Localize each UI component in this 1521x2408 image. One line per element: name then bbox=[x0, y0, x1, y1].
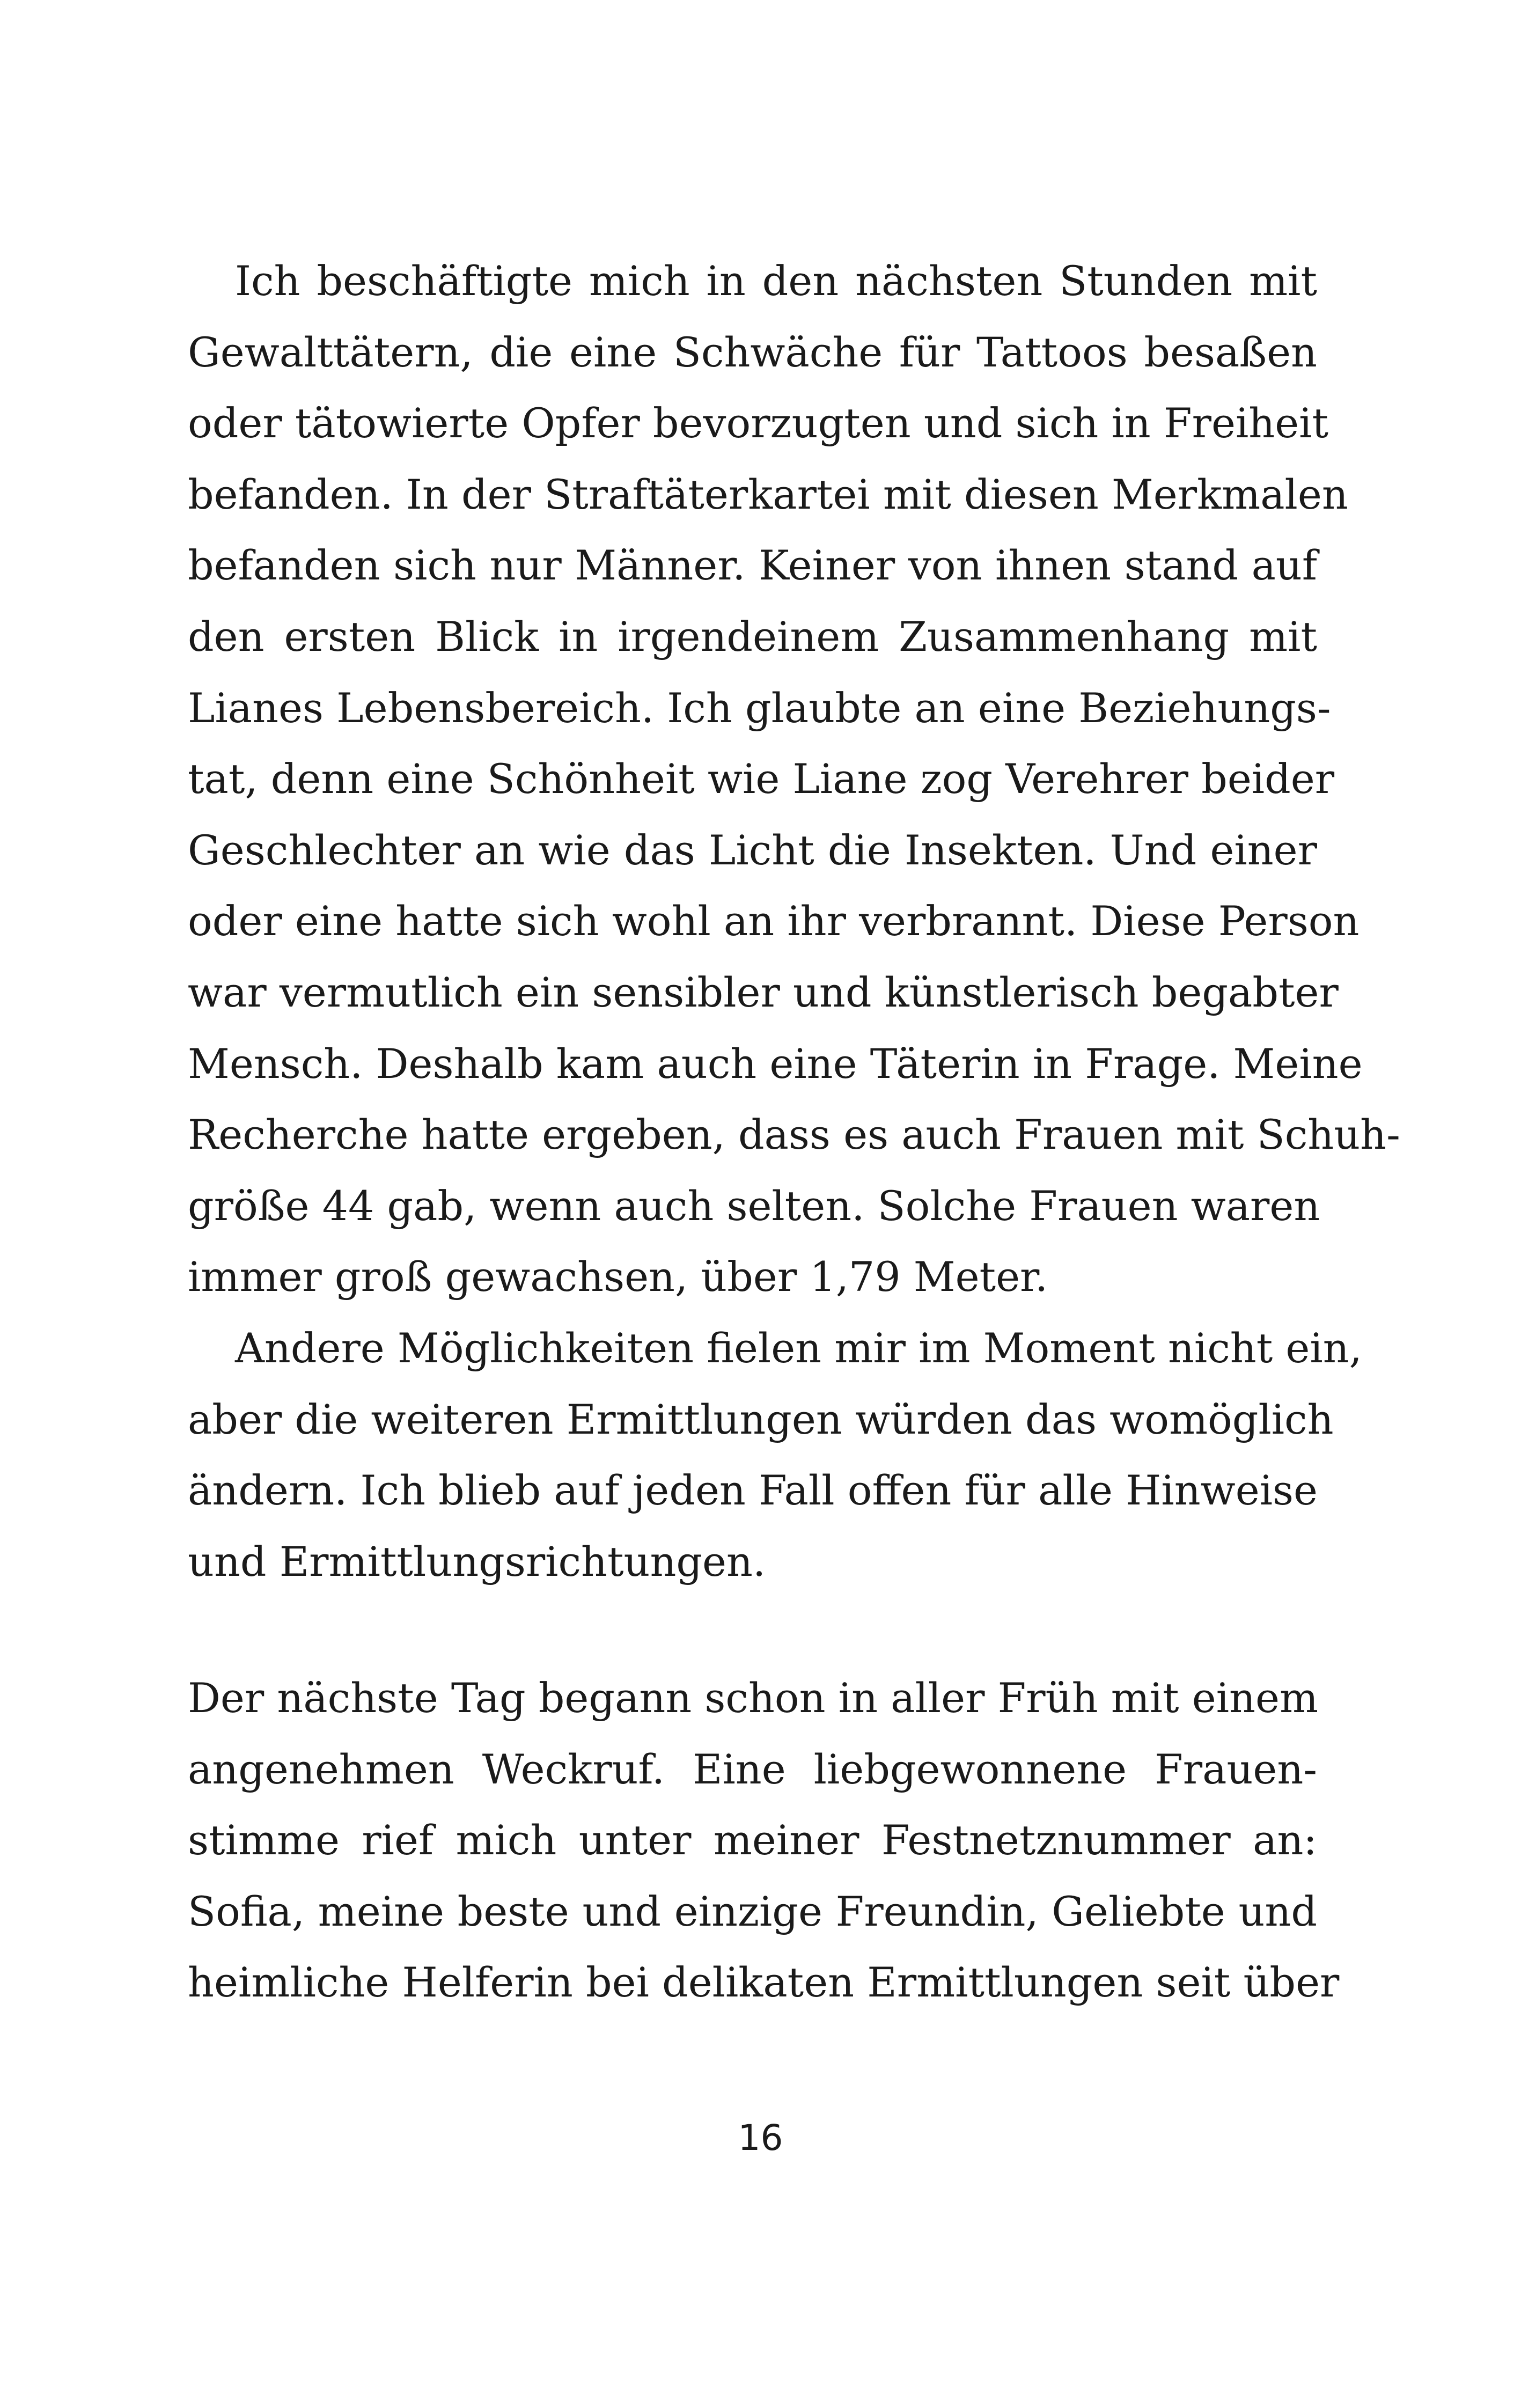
text-line: immer groß gewachsen, über 1,79 Meter. bbox=[188, 1253, 1048, 1301]
text-line: befanden sich nur Männer. Keiner von ihnen stand auf bbox=[188, 541, 1317, 590]
text-line: Ich beschäftigte mich in den nächsten Stunden mit bbox=[235, 257, 1317, 305]
text-line: Sofia, meine beste und einzige Freundin, Geliebte und bbox=[188, 1887, 1317, 1935]
text-line: war vermutlich ein sensibler und künstlerisch begabter bbox=[188, 968, 1339, 1016]
text-line: heimliche Helferin bei delikaten Ermittlungen seit über bbox=[188, 1958, 1340, 2007]
text-line: befanden. In der Straftäterkartei mit diesen Merkmalen bbox=[188, 470, 1348, 518]
text-line: Andere Möglichkeiten fielen mir im Moment nicht ein, bbox=[235, 1324, 1362, 1372]
text-line: aber die weiteren Ermittlungen würden das womöglich bbox=[188, 1395, 1334, 1443]
page-number: 16 bbox=[738, 2117, 783, 2159]
text-line: und Ermittlungsrichtungen. bbox=[188, 1537, 766, 1585]
text-line: tat, denn eine Schönheit wie Liane zog Verehrer beider bbox=[188, 755, 1335, 803]
text-line: angenehmen Weckruf. Eine liebgewonnene Frauen- bbox=[188, 1745, 1317, 1793]
text-line: Geschlechter an wie das Licht die Insekten. Und einer bbox=[188, 826, 1317, 874]
text-line: oder tätowierte Opfer bevorzugten und sich in Freiheit bbox=[188, 399, 1329, 447]
text-line: den ersten Blick in irgendeinem Zusammenhang mit bbox=[188, 612, 1317, 660]
text-line: Recherche hatte ergeben, dass es auch Frauen mit Schuh- bbox=[188, 1111, 1400, 1159]
text-section-1 bbox=[188, 246, 1400, 1597]
text-line: ändern. Ich blieb auf jeden Fall offen für alle Hinweise bbox=[188, 1466, 1318, 1515]
text-line: Lianes Lebensbereich. Ich glaubte an eine Beziehungs- bbox=[188, 684, 1331, 732]
text-line: größe 44 gab, wenn auch selten. Solche Frauen waren bbox=[188, 1181, 1320, 1230]
text-line: stimme rief mich unter meiner Festnetznummer an: bbox=[188, 1816, 1317, 1864]
text-line: Gewalttätern, die eine Schwäche für Tattoos besaßen bbox=[188, 328, 1317, 376]
text-line: Mensch. Deshalb kam auch eine Täterin in Frage. Meine bbox=[188, 1039, 1363, 1088]
text-line: oder eine hatte sich wohl an ihr verbrannt. Diese Person bbox=[188, 897, 1360, 945]
text-section-2 bbox=[188, 1663, 1340, 2018]
text-line: Der nächste Tag begann schon in aller Früh mit einem bbox=[188, 1674, 1319, 1722]
